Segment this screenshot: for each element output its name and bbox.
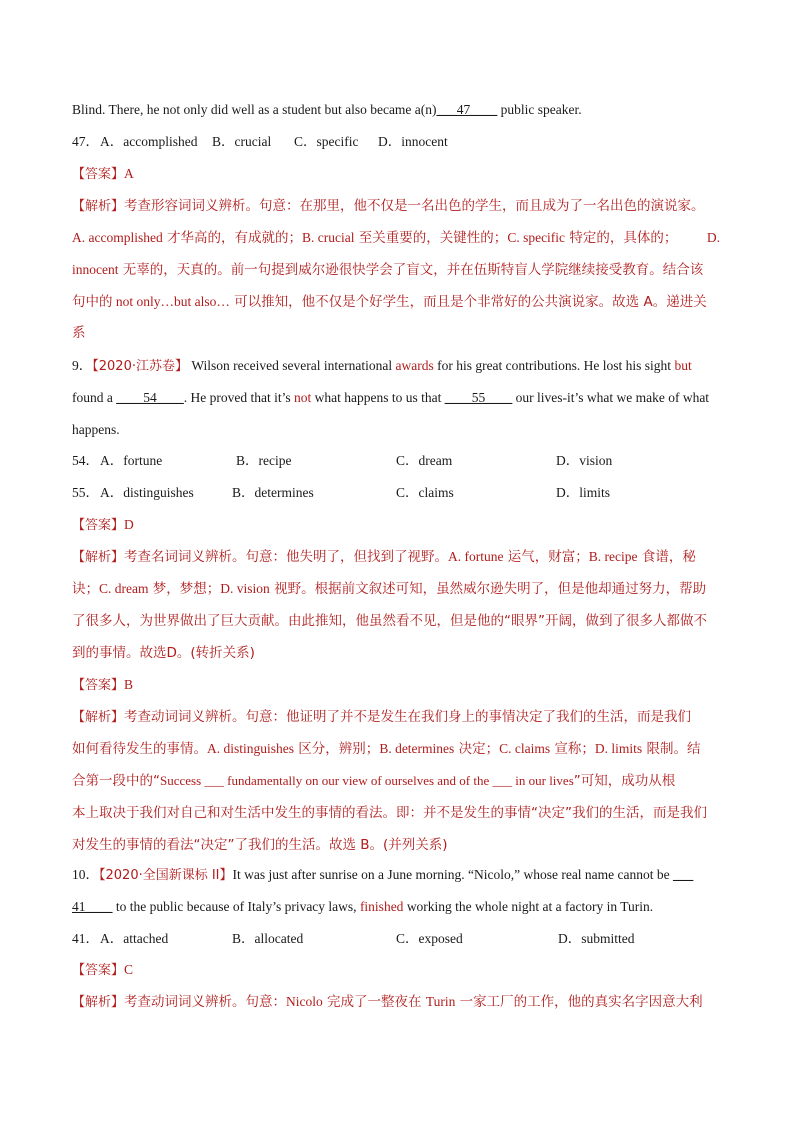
- question-10-line-1: [72, 865, 732, 886]
- passage-text: Blind. There, he not only did well as a student but also became a(n): [72, 102, 437, 117]
- option-d: D．vision: [556, 453, 613, 468]
- passage-text: It was just after sunrise on a June morning. “Nicolo,” whose real name cannot be: [232, 867, 674, 882]
- option-c: C．exposed: [396, 931, 463, 946]
- blank-55: ____55____: [444, 390, 513, 405]
- option-a: A．accomplished: [100, 134, 198, 149]
- analysis-text: 无辜的，天真的。前一句提到威尔逊很快学会了盲文，并在伍斯特盲人学院继续接受教育。结合该: [118, 262, 704, 278]
- option-b: B．crucial: [212, 134, 272, 149]
- analysis-term: D. limits: [594, 741, 643, 756]
- highlight-word: awards: [395, 358, 434, 373]
- passage-text: Wilson received several international: [187, 358, 396, 373]
- analysis-text: 完成了一整夜在: [322, 994, 426, 1010]
- analysis-text: 特定的，具体的；: [565, 230, 678, 246]
- analysis-label: 【解析】: [72, 710, 125, 725]
- analysis-text: ”可知，成功从根: [573, 773, 676, 789]
- analysis-text: 宣称；: [550, 741, 595, 757]
- passage-text: what happens to us that: [311, 390, 445, 405]
- answer-value: A: [124, 166, 134, 181]
- passage-text: our lives-it’s what we make of what: [512, 390, 710, 405]
- analysis-text: 至关重要的，关键性的；: [354, 230, 508, 246]
- question-number: 9．: [72, 358, 93, 373]
- option-a: A．attached: [100, 931, 169, 946]
- blank-54: ____54____: [116, 390, 184, 405]
- analysis-text: 运气，财富；: [503, 549, 589, 565]
- analysis-quote: Success ___ fundamentally on our view of ourselves and of the ___ in our lives: [160, 773, 574, 788]
- analysis-text: 考查动词词义辨析。句意：他证明了并不是发生在我们身上的事情决定了我们的生活，而是我们: [124, 709, 692, 725]
- question-source: 【2020·全国新课标 II】: [99, 868, 233, 883]
- analysis-41-line-1: [72, 992, 732, 1013]
- analysis-text: 考查名词词义辨析。句意：他失明了，但找到了视野。: [124, 549, 449, 565]
- analysis-term: C. dream: [99, 581, 149, 596]
- blank-41-start: ___: [673, 867, 694, 882]
- analysis-text: 一家工厂的工作，他的真实名字因意大利: [455, 994, 703, 1010]
- option-c: C．specific: [294, 134, 359, 149]
- question-source: 【2020·江苏卷】: [92, 359, 188, 374]
- analysis-term: C. claims: [499, 741, 551, 756]
- question-9-line-3: [72, 420, 732, 440]
- question-number: 54．: [72, 453, 99, 468]
- answer-label: 【答案】: [72, 518, 125, 533]
- analysis-term: Nicolo: [286, 994, 323, 1009]
- answer-label: 【答案】: [72, 678, 125, 693]
- blank-41: 41____: [72, 899, 113, 914]
- passage-text: happens.: [72, 422, 120, 437]
- passage-text: found a: [72, 390, 117, 405]
- analysis-text: 系: [72, 325, 86, 341]
- analysis-term: A. accomplished: [72, 230, 163, 245]
- question-9-line-2: [72, 388, 732, 408]
- answer-47: [72, 164, 732, 185]
- question-number: 10．: [72, 867, 99, 882]
- passage-text: working the whole night at a factory in Turin.: [403, 899, 654, 914]
- option-d: D．submitted: [558, 931, 635, 946]
- analysis-text: 到的事情。故选D。(转折关系): [72, 645, 255, 661]
- analysis-text: 如何看待发生的事情。: [72, 741, 207, 757]
- passage-text: for his great contributions. He lost his sight: [433, 358, 675, 373]
- answer-label: 【答案】: [72, 167, 125, 182]
- answer-value: D: [124, 517, 134, 532]
- analysis-term: not only…but also…: [112, 294, 230, 309]
- highlight-word: but: [674, 358, 692, 373]
- passage-line: [72, 100, 732, 120]
- analysis-text: 考查形容词词义辨析。句意：在那里，他不仅是一名出色的学生，而且成为了一名出色的演说家。: [124, 198, 705, 214]
- analysis-label: 【解析】: [72, 199, 125, 214]
- analysis-text: 对发生的事情的看法“决定”了我们的生活。故选 B。(并列关系): [72, 837, 448, 853]
- question-number: 55．: [72, 485, 99, 500]
- analysis-text: 合第一段中的“: [72, 773, 160, 789]
- passage-text: . He proved that it’s: [183, 390, 294, 405]
- analysis-55-line-4: [72, 803, 732, 823]
- analysis-text: 本上取决于我们对自己和对生活中发生的事情的看法。即：并不是发生的事情“决定”我们的生活，而是我们: [72, 805, 707, 821]
- analysis-text: 区分，辨别；: [294, 741, 380, 757]
- answer-55: [72, 675, 732, 696]
- analysis-text: 句中的: [72, 294, 113, 310]
- analysis-54-line-4: [72, 643, 732, 663]
- question-number: 41．: [72, 931, 99, 946]
- analysis-55-line-2: [72, 739, 732, 759]
- highlight-word: not: [293, 390, 312, 405]
- analysis-54-line-2: [72, 579, 732, 599]
- question-9-line-1: [72, 356, 732, 377]
- option-c: C．dream: [396, 453, 453, 468]
- analysis-term: Turin: [425, 994, 456, 1009]
- option-d: D．innocent: [378, 134, 448, 149]
- analysis-text: 了很多人，为世界做出了巨大贡献。由此推知，他虽然看不见，但是他的“眼界”开阔，做到了很多人都做不: [72, 613, 707, 629]
- option-a: A．fortune: [100, 453, 163, 468]
- analysis-term: B. crucial: [302, 230, 355, 245]
- answer-54: [72, 515, 732, 536]
- answer-value: C: [124, 962, 134, 977]
- analysis-47-line-5: [72, 323, 732, 343]
- analysis-47-line-2: [72, 228, 732, 248]
- analysis-47-line-4: [72, 292, 732, 312]
- analysis-text: 限制。结: [642, 741, 701, 757]
- analysis-label: 【解析】: [72, 995, 125, 1010]
- option-b: B．determines: [232, 485, 314, 500]
- analysis-47-line-1: [72, 196, 732, 217]
- analysis-text: 考查动词词义辨析。句意：: [124, 994, 287, 1010]
- analysis-term: B. determines: [379, 741, 455, 756]
- highlight-word: finished: [359, 899, 404, 914]
- analysis-term: D. vision: [220, 581, 270, 596]
- option-b: B．recipe: [236, 453, 292, 468]
- analysis-term: innocent: [72, 262, 119, 277]
- option-c: C．claims: [396, 485, 454, 500]
- analysis-text: 梦，梦想；: [148, 581, 221, 597]
- option-a: A．distinguishes: [100, 485, 194, 500]
- analysis-55-line-1: [72, 707, 732, 728]
- analysis-54-line-3: [72, 611, 732, 631]
- analysis-text: 决定；: [454, 741, 500, 757]
- analysis-text: 视野。根据前文叙述可知，虽然威尔逊失明了，但是他却通过努力，帮助: [269, 581, 707, 597]
- analysis-54-line-1: [72, 547, 732, 568]
- answer-value: B: [124, 677, 134, 692]
- option-d: D．limits: [556, 485, 611, 500]
- passage-text: public speaker.: [497, 102, 582, 117]
- analysis-term: C. specific: [507, 230, 566, 245]
- answer-41: [72, 960, 732, 981]
- blank-47: ___47____: [436, 102, 498, 117]
- answer-label: 【答案】: [72, 963, 125, 978]
- option-b: B．allocated: [232, 931, 304, 946]
- analysis-term: A. fortune: [448, 549, 504, 564]
- analysis-text: 食谱，秘: [637, 549, 696, 565]
- analysis-55-line-5: [72, 835, 732, 855]
- analysis-term: B. recipe: [588, 549, 638, 564]
- analysis-55-line-3: [72, 771, 732, 791]
- analysis-text: 诀；: [72, 581, 99, 597]
- analysis-term: D.: [706, 230, 720, 245]
- analysis-term: A. distinguishes: [207, 741, 295, 756]
- question-10-line-2: [72, 897, 732, 917]
- analysis-text: 可以推知，他不仅是个好学生，而且是个非常好的公共演说家。故选 A。递进关: [229, 294, 707, 310]
- analysis-47-line-3: [72, 260, 732, 280]
- passage-text: to the public because of Italy’s privacy laws,: [112, 899, 360, 914]
- analysis-text: 才华高的，有成就的；: [162, 230, 303, 246]
- question-number: 47．: [72, 134, 99, 149]
- analysis-label: 【解析】: [72, 550, 125, 565]
